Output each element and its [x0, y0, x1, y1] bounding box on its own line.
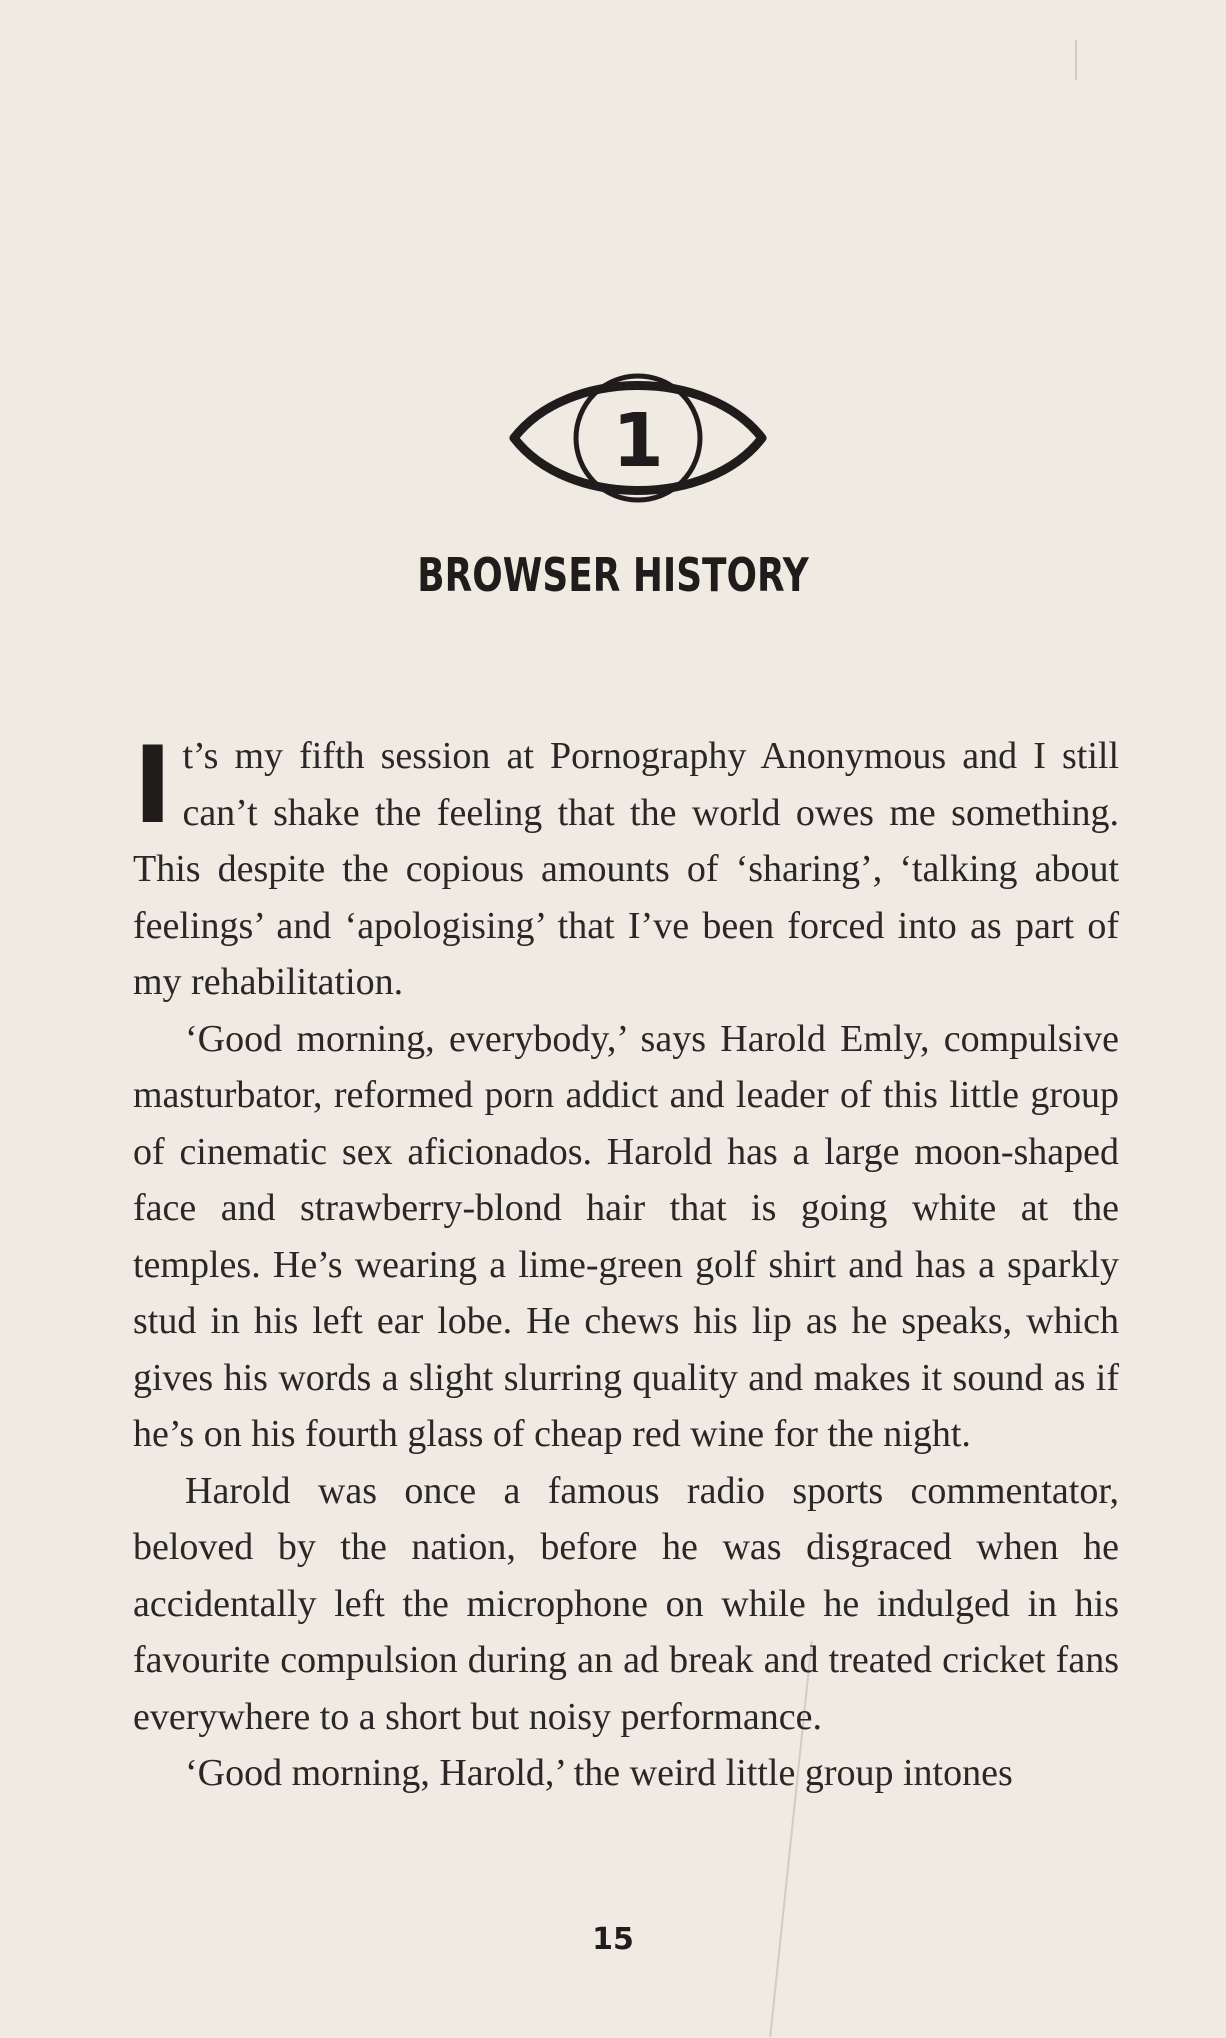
paragraph-1 — [133, 724, 1119, 1011]
chapter-title: BROWSER HISTORY — [417, 548, 809, 602]
body-text — [133, 724, 1119, 1802]
page-number: 15 — [592, 1922, 634, 1957]
chapter-number: 1 — [612, 398, 664, 484]
eye-icon — [508, 358, 768, 518]
paragraph-3: Harold was once a famous radio sports commentator, beloved by the nation, before he was disgraced when he accidentally left the microphone on while he indulged in his favourite compulsion during an ad break and treated cricket fans everywhere to a short but noisy performance. — [133, 1469, 1119, 1738]
drop-cap: I — [133, 724, 173, 847]
paper-crease — [1075, 40, 1077, 80]
paragraph-text: t’s my fifth session at Pornography Anonymous and I still can’t shake the feeling that the world owes me something. This despite the copious amounts of ‘sharing’, ‘talking about feelings’ and ‘apologising’ that I’ve been forced into as part of my rehabilitation. — [133, 735, 1119, 1003]
paragraph-2: ‘Good morning, everybody,’ says Harold Emly, compulsive masturbator, reformed porn addict and leader of this little group of cinematic sex aficionados. Harold has a large moon-shaped face and strawberry-blond hair that is going white at the temples. He’s wearing a lime-green golf shirt and has a sparkly stud in his left ear lobe. He chews his lip as he speaks, which gives his words a slight slurring quality and makes it sound as if he’s on his fourth glass of cheap red wine for the night. — [133, 1017, 1119, 1455]
paragraph-4: ‘Good morning, Harold,’ the weird little group intones — [185, 1752, 1013, 1794]
